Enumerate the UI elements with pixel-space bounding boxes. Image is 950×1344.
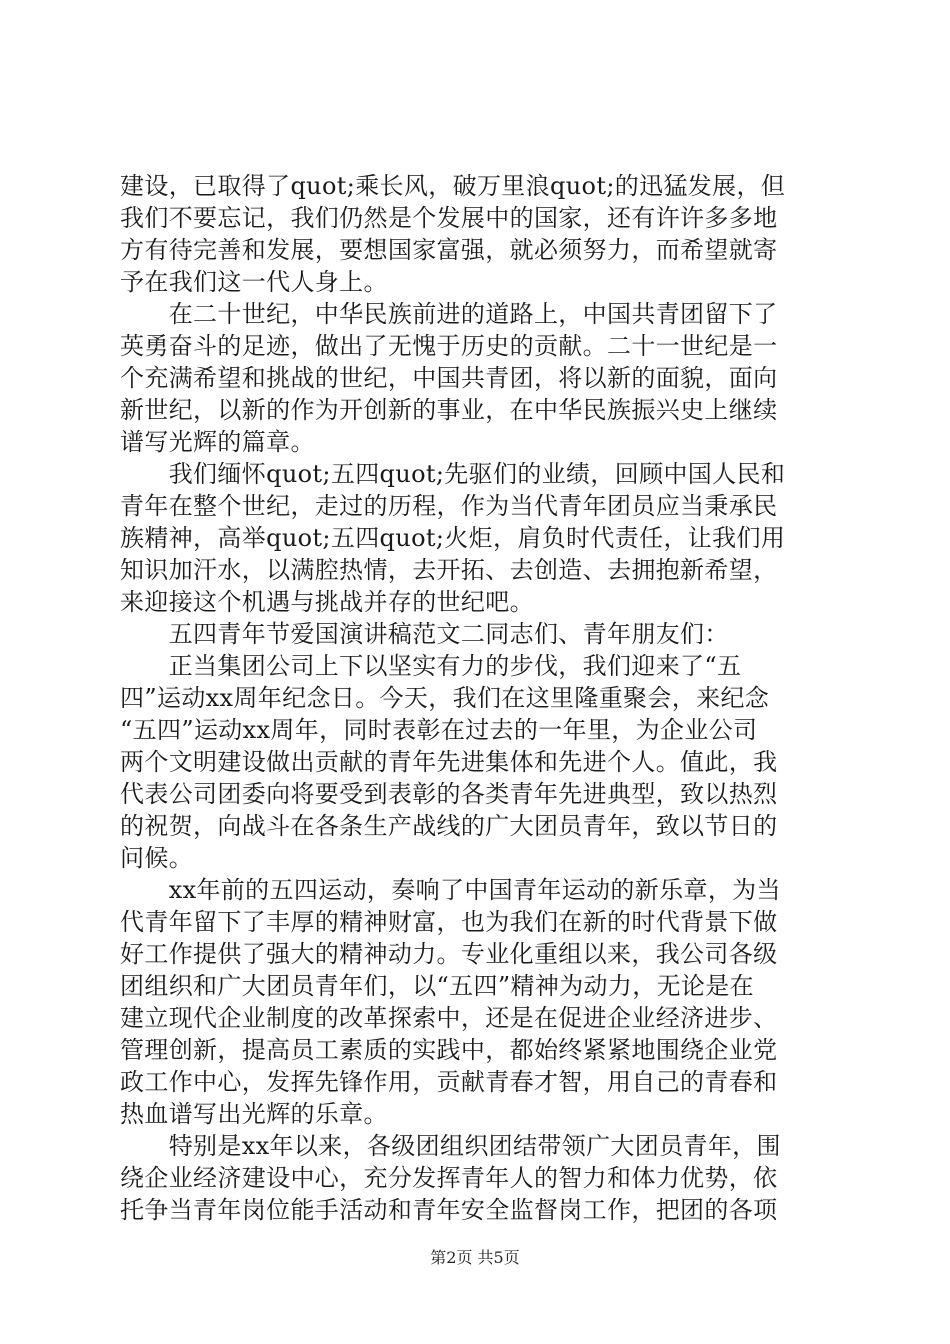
text-line: 英勇奋斗的足迹，做出了无愧于历史的贡献。二十一世纪是一: [120, 332, 778, 360]
text-line: 的祝贺，向战斗在各条生产战线的广大团员青年，致以节日的: [120, 812, 778, 840]
text-line: 个充满希望和挑战的世纪，中国共青团，将以新的面貌，面向: [120, 364, 778, 392]
text-line: 予在我们这一代人身上。: [120, 268, 388, 296]
text-line: 两个文明建设做出贡献的青年先进集体和先进个人。值此，我: [120, 748, 778, 776]
text-line: 青年在整个世纪，走过的历程，作为当代青年团员应当秉承民: [120, 492, 778, 520]
text-line: 问候。: [120, 844, 194, 872]
text-line: 管理创新，提高员工素质的实践中，都始终紧紧地围绕企业党: [120, 1036, 778, 1064]
text-line: 特别是xx年以来，各级团组织团结带领广大团员青年，围: [120, 1132, 781, 1160]
text-line: 族精神，高举quot;五四quot;火炬，肩负时代责任，让我们用: [120, 524, 786, 552]
text-line: 方有待完善和发展，要想国家富强，就必须努力，而希望就寄: [120, 236, 778, 264]
document-body: [120, 170, 840, 1226]
text-line: 热血谱写出光辉的乐章。: [120, 1100, 388, 1128]
text-line: 来迎接这个机遇与挑战并存的世纪吧。: [120, 588, 534, 616]
text-line: 四”运动xx周年纪念日。今天，我们在这里隆重聚会，来纪念: [120, 684, 770, 712]
text-line: 五四青年节爱国演讲稿范文二同志们、青年朋友们：: [120, 620, 729, 648]
text-line: 我们不要忘记，我们仍然是个发展中的国家，还有许许多多地: [120, 204, 778, 232]
text-line: xx年前的五四运动，奏响了中国青年运动的新乐章，为当: [120, 876, 781, 904]
text-line: 我们缅怀quot;五四quot;先驱们的业绩，回顾中国人民和: [120, 460, 786, 488]
text-line: 代表公司团委向将要受到表彰的各类青年先进典型，致以热烈: [120, 780, 778, 808]
text-line: 托争当青年岗位能手活动和青年安全监督岗工作，把团的各项: [120, 1196, 778, 1224]
text-line: 新世纪，以新的作为开创新的事业，在中华民族振兴史上继续: [120, 396, 778, 424]
text-line: 绕企业经济建设中心，充分发挥青年人的智力和体力优势，依: [120, 1164, 778, 1192]
text-line: 谱写光辉的篇章。: [120, 428, 315, 456]
text-line: 建设，已取得了quot;乘长风，破万里浪quot;的迅猛发展，但: [120, 172, 786, 200]
text-line: 建立现代企业制度的改革探索中，还是在促进企业经济进步、: [120, 1004, 778, 1032]
text-line: 代青年留下了丰厚的精神财富，也为我们在新的时代背景下做: [120, 908, 778, 936]
text-line: 政工作中心，发挥先锋作用，贡献青春才智，用自己的青春和: [120, 1068, 778, 1096]
text-line: 正当集团公司上下以坚实有力的步伐，我们迎来了“五: [120, 652, 742, 680]
text-line: 在二十世纪，中华民族前进的道路上，中国共青团留下了: [120, 300, 778, 328]
text-line: “五四”运动xx周年，同时表彰在过去的一年里，为企业公司: [120, 716, 758, 744]
text-line: 知识加汗水，以满腔热情，去开拓、去创造、去拥抱新希望，: [120, 556, 778, 584]
page-footer: 第2页 共5页: [430, 1248, 520, 1267]
text-line: 团组织和广大团员青年们，以“五四”精神为动力，无论是在: [120, 972, 754, 1000]
text-line: 好工作提供了强大的精神动力。专业化重组以来，我公司各级: [120, 940, 778, 968]
